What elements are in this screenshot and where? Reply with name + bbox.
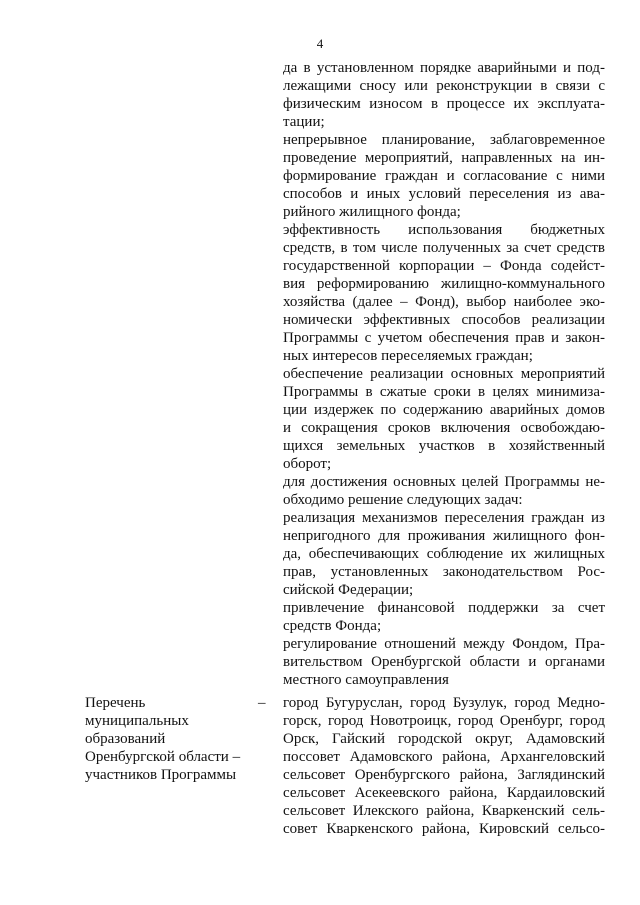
text-line: номически эффективных способов реализации	[283, 312, 605, 328]
text-line: сийской Федерации;	[283, 582, 414, 598]
text-line: Программы в сжатые сроки в целях минимиза-	[283, 384, 605, 400]
text-line: и сокращения сроков включения освобождаю-	[283, 420, 605, 436]
text-line: оборот;	[283, 456, 332, 472]
label-line: Оренбургской области –	[85, 749, 241, 765]
text-line: вительством Оренбургской области и органами	[283, 654, 605, 670]
text-line: сельсовет Илекского района, Кваркенский сель-	[283, 803, 605, 819]
label-line: участников Программы	[85, 767, 237, 783]
text-line: проведение мероприятий, направленных на ин-	[283, 150, 605, 166]
text-line: для достижения основных целей Программы не-	[283, 474, 605, 490]
text-line: да, обеспечивающих соблюдение их жилищных	[283, 546, 605, 562]
text-line: обходимо решение следующих задач:	[283, 492, 523, 508]
text-line: эффективность использования бюджетных	[283, 222, 605, 238]
text-line: формирование граждан и согласование с ними	[283, 168, 605, 184]
text-line: способов и иных условий переселения из ава-	[283, 186, 605, 202]
page-number: 4	[316, 36, 324, 51]
text-line: ции издержек по содержанию аварийных домов	[283, 402, 605, 418]
text-line: хозяйства (далее – Фонд), выбор наиболее эко-	[283, 294, 605, 310]
text-line: обеспечение реализации основных мероприятий	[283, 366, 605, 382]
label-line: образований	[85, 731, 166, 747]
text-line: прав, установленных законодательством Рос-	[283, 564, 605, 580]
text-line: регулирование отношений между Фондом, Пра-	[283, 636, 605, 652]
text-line: непригодного для проживания жилищного фон-	[283, 528, 605, 544]
text-line: поссовет Адамовского района, Архангеловский	[283, 749, 605, 765]
text-line: тации;	[283, 114, 325, 130]
text-line: совет Кваркенского района, Кировский сельсо-	[283, 821, 605, 837]
text-line: вия реформированию жилищно-коммунального	[283, 276, 605, 292]
text-line: да в установленном порядке аварийными и под-	[283, 60, 605, 76]
text-line: реализация механизмов переселения граждан из	[283, 510, 605, 526]
participants-label	[85, 694, 265, 784]
participants-list-text	[283, 694, 605, 838]
text-line: щихся земельных участков в хозяйственный	[283, 438, 605, 454]
text-line: рийного жилищного фонда;	[283, 204, 461, 220]
text-line: ных интересов переселяемых граждан;	[283, 348, 533, 364]
label-line: муниципальных	[85, 713, 189, 729]
text-line: государственной корпорации – Фонда содейст-	[283, 258, 605, 274]
text-line: средств, в том числе полученных за счет средств	[283, 240, 605, 256]
text-line: физическим износом в процессе их эксплуата-	[283, 96, 605, 112]
text-line: Программы с учетом обеспечения прав и закон-	[283, 330, 605, 346]
text-line: сельсовет Оренбургского района, Заглядинский	[283, 767, 605, 783]
label-line: Перечень	[85, 695, 146, 711]
text-line: Орск, Гайский городской округ, Адамовский	[283, 731, 605, 747]
text-line: лежащими сносу или реконструкции в связи с	[283, 78, 605, 94]
text-line: привлечение финансовой поддержки за счет	[283, 600, 605, 616]
text-line: сельсовет Асекеевского района, Кардаиловский	[283, 785, 605, 801]
program-goals-text	[283, 59, 605, 689]
text-line: город Бугуруслан, город Бузулук, город Медно-	[283, 695, 605, 711]
text-line: местного самоуправления	[283, 672, 449, 688]
label-dash: –	[258, 695, 266, 711]
text-line: средств Фонда;	[283, 618, 382, 634]
text-line: горск, город Новотроицк, город Оренбург, город	[283, 713, 605, 729]
text-line: непрерывное планирование, заблаговременное	[283, 132, 605, 148]
